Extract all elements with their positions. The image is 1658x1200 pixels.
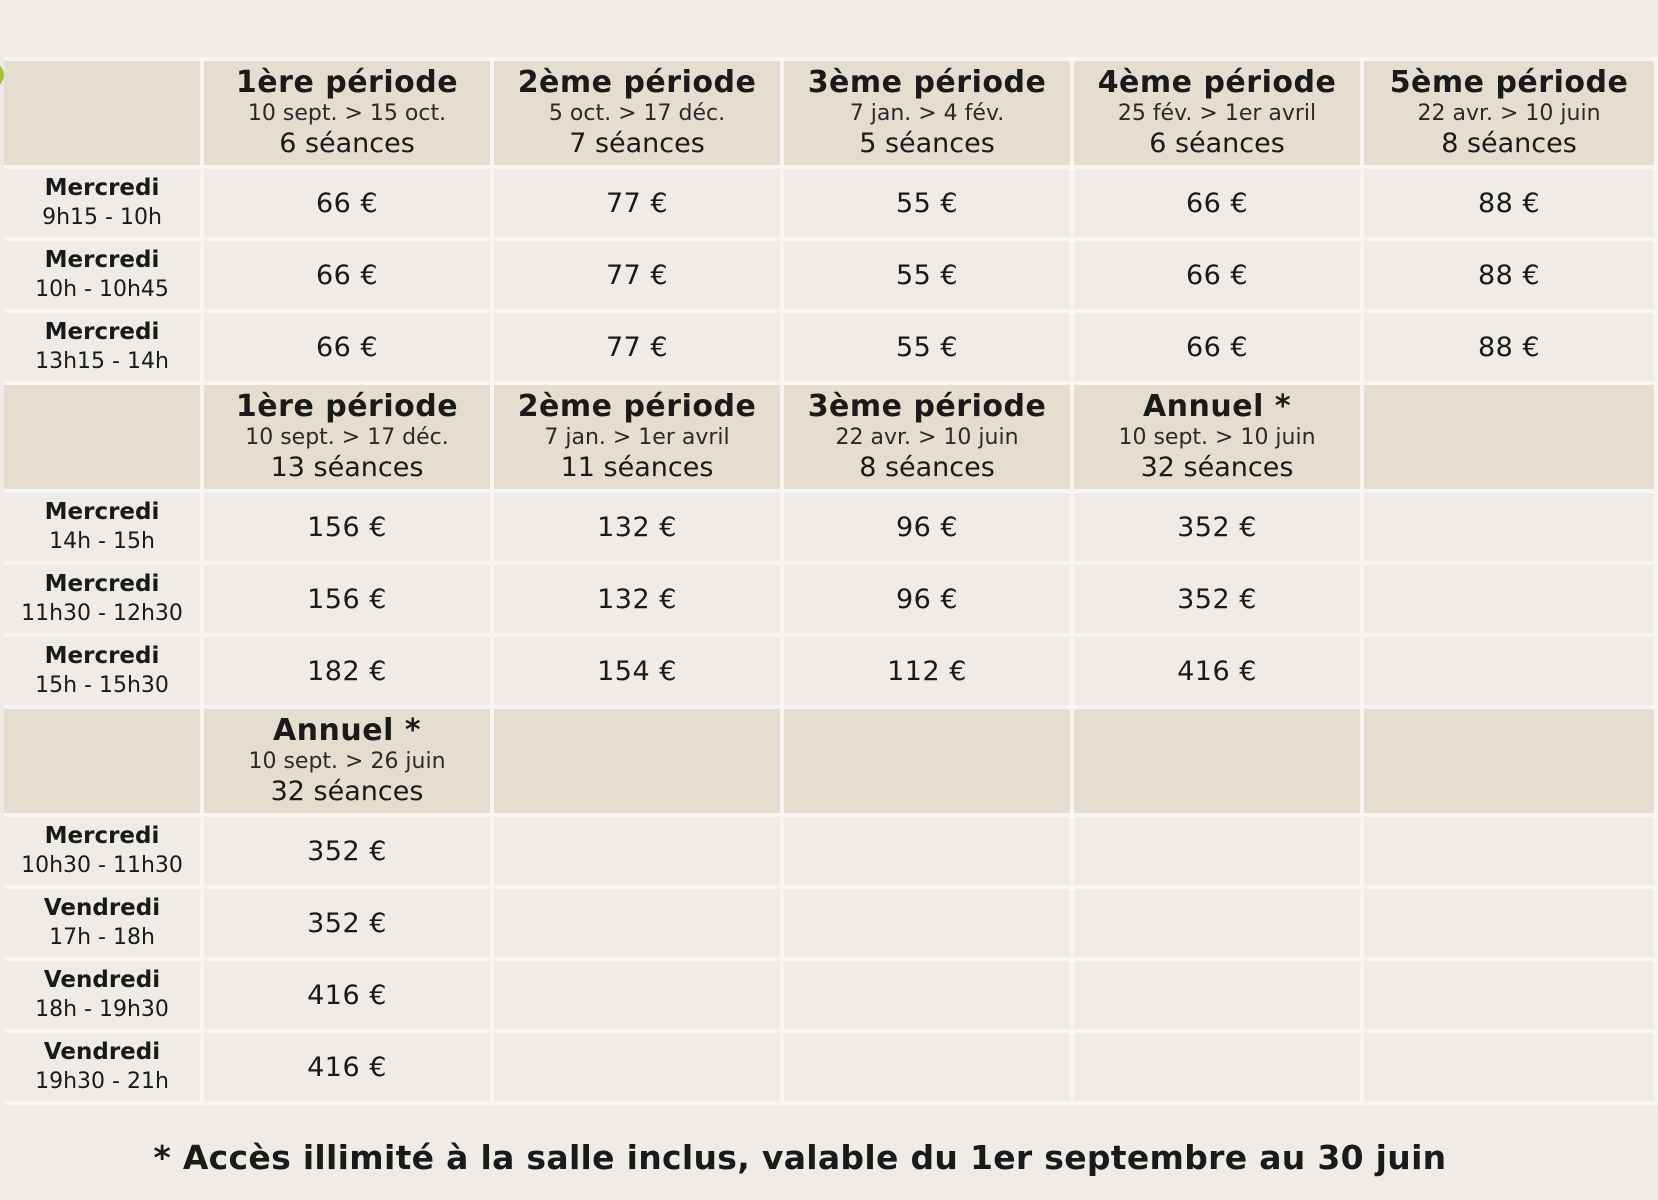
footnote: * Accès illimité à la salle inclus, valable du 1er septembre au 30 juin [153, 1138, 1447, 1177]
price-cell [204, 565, 494, 637]
price-cell [1364, 241, 1658, 313]
empty-cell [1364, 637, 1658, 709]
period-dates: 7 jan. > 1er avril [544, 425, 730, 450]
empty-cell [494, 889, 784, 961]
table-row [4, 889, 1658, 961]
time-label: 14h - 15h [49, 529, 155, 554]
period-title: 3ème période [807, 65, 1047, 100]
price-cell [1074, 565, 1364, 637]
price-value: 66 € [1185, 259, 1249, 291]
empty-cell [494, 1033, 784, 1105]
day-label: Mercredi [44, 571, 160, 597]
empty-corner-cell [4, 385, 204, 493]
period-dates: 22 avr. > 10 juin [1417, 101, 1601, 126]
price-value: 66 € [315, 187, 379, 219]
schedule-cell [4, 169, 204, 241]
day-label: Vendredi [43, 967, 161, 993]
empty-header-cell [494, 709, 784, 817]
schedule-cell [4, 961, 204, 1033]
price-cell [1074, 637, 1364, 709]
empty-cell [494, 817, 784, 889]
period-sessions: 6 séances [279, 128, 415, 159]
schedule-cell [4, 313, 204, 385]
price-cell [784, 241, 1074, 313]
price-value: 352 € [1177, 511, 1257, 543]
empty-header-cell [1364, 709, 1658, 817]
empty-header-cell [1364, 385, 1658, 493]
day-label: Mercredi [44, 175, 160, 201]
period-sessions: 8 séances [1441, 128, 1577, 159]
period-sessions: 5 séances [859, 128, 995, 159]
price-value: 55 € [895, 259, 959, 291]
period-title: 4ème période [1097, 65, 1337, 100]
period-dates: 10 sept. > 17 déc. [245, 425, 449, 450]
price-value: 156 € [307, 511, 387, 543]
day-label: Mercredi [44, 247, 160, 273]
period-title: 5ème période [1389, 65, 1629, 100]
empty-cell [1074, 1033, 1364, 1105]
price-cell [784, 313, 1074, 385]
time-label: 18h - 19h30 [35, 997, 169, 1022]
price-value: 352 € [1177, 583, 1257, 615]
price-cell [1074, 313, 1364, 385]
price-value: 416 € [1177, 655, 1257, 687]
price-value: 96 € [895, 511, 959, 543]
price-cell [1074, 169, 1364, 241]
table-row [4, 241, 1658, 313]
period-header-cell [494, 385, 784, 493]
time-label: 19h30 - 21h [35, 1069, 169, 1094]
price-value: 88 € [1477, 331, 1541, 363]
price-cell [1364, 169, 1658, 241]
price-value: 416 € [307, 1051, 387, 1083]
period-title: 1ère période [235, 65, 459, 100]
empty-header-cell [784, 709, 1074, 817]
price-cell [784, 493, 1074, 565]
price-value: 96 € [895, 583, 959, 615]
schedule-cell [4, 637, 204, 709]
empty-cell [784, 961, 1074, 1033]
price-value: 132 € [597, 583, 677, 615]
empty-cell [1364, 889, 1658, 961]
period-sessions: 7 séances [569, 128, 705, 159]
price-cell [494, 241, 784, 313]
empty-cell [494, 961, 784, 1033]
period-dates: 7 jan. > 4 fév. [849, 101, 1005, 126]
period-header-cell [204, 57, 494, 169]
period-dates: 10 sept. > 26 juin [248, 749, 446, 774]
price-cell [204, 313, 494, 385]
schedule-cell [4, 817, 204, 889]
price-cell [494, 637, 784, 709]
day-label: Mercredi [44, 499, 160, 525]
schedule-cell [4, 889, 204, 961]
schedule-cell [4, 1033, 204, 1105]
price-value: 154 € [597, 655, 677, 687]
empty-header-cell [1074, 709, 1364, 817]
period-sessions: 32 séances [270, 776, 424, 807]
period-title: 2ème période [517, 65, 757, 100]
price-value: 55 € [895, 187, 959, 219]
table-row [4, 313, 1658, 385]
period-title: Annuel * [272, 713, 422, 748]
price-cell [204, 241, 494, 313]
table-row [4, 565, 1658, 637]
table-row [4, 637, 1658, 709]
schedule-cell [4, 241, 204, 313]
empty-cell [784, 889, 1074, 961]
period-sessions: 13 séances [270, 452, 424, 483]
schedule-cell [4, 493, 204, 565]
time-label: 13h15 - 14h [35, 349, 169, 374]
section3-header-row [4, 709, 1658, 817]
period-dates: 10 sept. > 15 oct. [247, 101, 447, 126]
price-cell [494, 493, 784, 565]
price-value: 416 € [307, 979, 387, 1011]
period-sessions: 6 séances [1149, 128, 1285, 159]
period-title: 2ème période [517, 389, 757, 424]
time-label: 10h30 - 11h30 [21, 853, 183, 878]
price-value: 77 € [605, 331, 669, 363]
period-header-cell [204, 709, 494, 817]
table-row [4, 169, 1658, 241]
table-row [4, 1033, 1658, 1105]
price-cell [1074, 493, 1364, 565]
period-dates: 22 avr. > 10 juin [835, 425, 1019, 450]
day-label: Mercredi [44, 643, 160, 669]
period-header-cell [1364, 57, 1658, 169]
section2-header-row [4, 385, 1658, 493]
period-title: 3ème période [807, 389, 1047, 424]
period-header-cell [204, 385, 494, 493]
price-cell [204, 493, 494, 565]
pricing-table [4, 57, 1658, 1105]
period-dates: 25 fév. > 1er avril [1117, 101, 1317, 126]
period-dates: 5 oct. > 17 déc. [548, 101, 726, 126]
price-value: 132 € [597, 511, 677, 543]
price-cell [494, 169, 784, 241]
price-value: 182 € [307, 655, 387, 687]
empty-cell [1364, 817, 1658, 889]
price-cell [204, 637, 494, 709]
price-cell [204, 1033, 494, 1105]
day-label: Vendredi [43, 1039, 161, 1065]
day-label: Mercredi [44, 823, 160, 849]
empty-cell [1074, 961, 1364, 1033]
period-header-cell [784, 385, 1074, 493]
price-value: 66 € [1185, 187, 1249, 219]
period-header-cell [1074, 385, 1364, 493]
price-value: 352 € [307, 907, 387, 939]
time-label: 17h - 18h [49, 925, 155, 950]
empty-cell [1364, 493, 1658, 565]
period-header-cell [494, 57, 784, 169]
price-cell [784, 637, 1074, 709]
price-cell [204, 817, 494, 889]
time-label: 11h30 - 12h30 [21, 601, 183, 626]
price-value: 88 € [1477, 259, 1541, 291]
empty-cell [1074, 817, 1364, 889]
price-value: 66 € [315, 259, 379, 291]
period-header-cell [784, 57, 1074, 169]
price-cell [204, 961, 494, 1033]
price-cell [494, 313, 784, 385]
price-value: 88 € [1477, 187, 1541, 219]
price-cell [1364, 313, 1658, 385]
price-cell [784, 565, 1074, 637]
empty-cell [784, 817, 1074, 889]
price-cell [1074, 241, 1364, 313]
period-header-cell [1074, 57, 1364, 169]
empty-corner-cell [4, 57, 204, 169]
empty-cell [1364, 565, 1658, 637]
time-label: 15h - 15h30 [35, 673, 169, 698]
price-value: 66 € [1185, 331, 1249, 363]
period-title: Annuel * [1142, 389, 1292, 424]
table-row [4, 493, 1658, 565]
price-value: 77 € [605, 259, 669, 291]
price-cell [784, 169, 1074, 241]
price-value: 55 € [895, 331, 959, 363]
period-sessions: 11 séances [560, 452, 714, 483]
price-value: 156 € [307, 583, 387, 615]
period-sessions: 32 séances [1140, 452, 1294, 483]
schedule-cell [4, 565, 204, 637]
day-label: Vendredi [43, 895, 161, 921]
period-dates: 10 sept. > 10 juin [1118, 425, 1316, 450]
period-sessions: 8 séances [859, 452, 995, 483]
price-cell [204, 169, 494, 241]
period-title: 1ère période [235, 389, 459, 424]
empty-cell [1074, 889, 1364, 961]
time-label: 9h15 - 10h [42, 205, 162, 230]
empty-cell [1364, 1033, 1658, 1105]
price-value: 352 € [307, 835, 387, 867]
section1-header-row [4, 57, 1658, 169]
price-value: 112 € [887, 655, 967, 687]
day-label: Mercredi [44, 319, 160, 345]
empty-cell [1364, 961, 1658, 1033]
time-label: 10h - 10h45 [35, 277, 169, 302]
price-cell [204, 889, 494, 961]
empty-corner-cell [4, 709, 204, 817]
empty-cell [784, 1033, 1074, 1105]
price-cell [494, 565, 784, 637]
table-row [4, 817, 1658, 889]
table-row [4, 961, 1658, 1033]
price-value: 77 € [605, 187, 669, 219]
price-value: 66 € [315, 331, 379, 363]
